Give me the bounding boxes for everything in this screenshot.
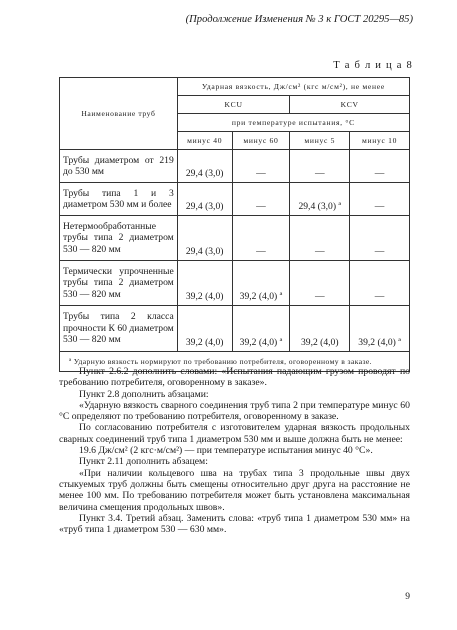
cell-value: — (350, 216, 410, 261)
row-name: Термически упрочненные трубы типа 2 диаметром 530 — 820 мм (60, 261, 178, 306)
table-row (60, 216, 410, 261)
paragraph: Пункт 2.6.2 дополнить словами: «Испытания падающим грузом проводят по требованию потребителя, оговоренному в заказе». (59, 366, 410, 389)
temp-col-1: минус 40 (177, 132, 232, 150)
cell-value: — (290, 150, 350, 183)
cell-value: 39,2 (4,0) (290, 306, 350, 352)
cell-value: — (232, 183, 290, 216)
cell-value: 29,4 (3,0) ª (290, 183, 350, 216)
kcu-header: KCU (177, 96, 290, 114)
row-name: Трубы типа 2 класса прочности К 60 диаметром 530 — 820 мм (60, 306, 178, 352)
page-header: (Продолжение Изменения № 3 к ГОСТ 20295—85) (185, 14, 413, 25)
row-name: Трубы диаметром от 219 до 530 мм (60, 150, 178, 183)
cell-value: — (350, 150, 410, 183)
cell-value: 39,2 (4,0) ª (350, 306, 410, 352)
paragraph: «При наличии кольцевого шва на трубах типа 3 продольные швы двух стыкуемых труб должны быть смещены относительно друг друга на расстояние не менее 100 мм. По требованию потребителя может быть установлена максимальная величина смещения продольных швов». (59, 467, 410, 513)
cell-value: 39,2 (4,0) (177, 261, 232, 306)
row-name: Нетермообработанные трубы типа 2 диаметром 530 — 820 мм (60, 216, 178, 261)
paragraph: По согласованию потребителя с изготовителем ударная вязкость продольных сварных соединений труб типа 1 диаметром 530 мм и выше должна быть не менее: (59, 422, 410, 445)
cell-value: — (350, 183, 410, 216)
impact-table (59, 77, 410, 372)
table-row (60, 183, 410, 216)
table-row (60, 261, 410, 306)
body-text (59, 366, 410, 535)
paragraph: Пункт 3.4. Третий абзац. Заменить слова: «труб типа 1 диаметром 530 мм» на «труб типа 1 диаметром 530 — 630 мм». (59, 512, 410, 536)
table-caption: Т а б л и ц а 8 (333, 60, 413, 71)
paragraph: Пункт 2.8 дополнить абзацами: (79, 388, 209, 400)
paragraph: 19.6 Дж/см² (2 кгс·м/см²) — при температуре испытания минус 40 °С». (79, 445, 373, 457)
impact-header: Ударная вязкость, Дж/см² (кгс м/см²), не менее (177, 78, 409, 96)
cell-value: 29,4 (3,0) (177, 216, 232, 261)
paragraph: «Ударную вязкость сварного соединения труб типа 2 при температуре минус 60 °С определяют по требованию потребителя, оговоренному в заказе. (59, 399, 410, 423)
cell-value: 39,2 (4,0) ª (232, 306, 290, 352)
cell-value: 39,2 (4,0) (177, 306, 232, 352)
cell-value: — (350, 261, 410, 306)
cell-value: 29,4 (3,0) (177, 150, 232, 183)
temp-header: при температуре испытания, °С (177, 114, 409, 132)
cell-value: — (232, 150, 290, 183)
cell-value: — (290, 216, 350, 261)
table-footnote: ª Ударную вязкость нормируют по требованию потребителя, оговоренному в заказе. (60, 352, 410, 372)
cell-value: — (290, 261, 350, 306)
table-row (60, 150, 410, 183)
row-name: Трубы типа 1 и 3 диаметром 530 мм и более (60, 183, 178, 216)
cell-value: 29,4 (3,0) (177, 183, 232, 216)
page-number: 9 (405, 592, 410, 602)
temp-col-4: минус 10 (350, 132, 410, 150)
cell-value: — (232, 216, 290, 261)
temp-col-3: минус 5 (290, 132, 350, 150)
cell-value: 39,2 (4,0) ª (232, 261, 290, 306)
col-name-header: Наименование труб (60, 78, 178, 150)
temp-col-2: минус 60 (232, 132, 290, 150)
table-row (60, 306, 410, 352)
paragraph: Пункт 2.11 дополнить абзацем: (79, 456, 208, 468)
kcv-header: KCV (290, 96, 410, 114)
